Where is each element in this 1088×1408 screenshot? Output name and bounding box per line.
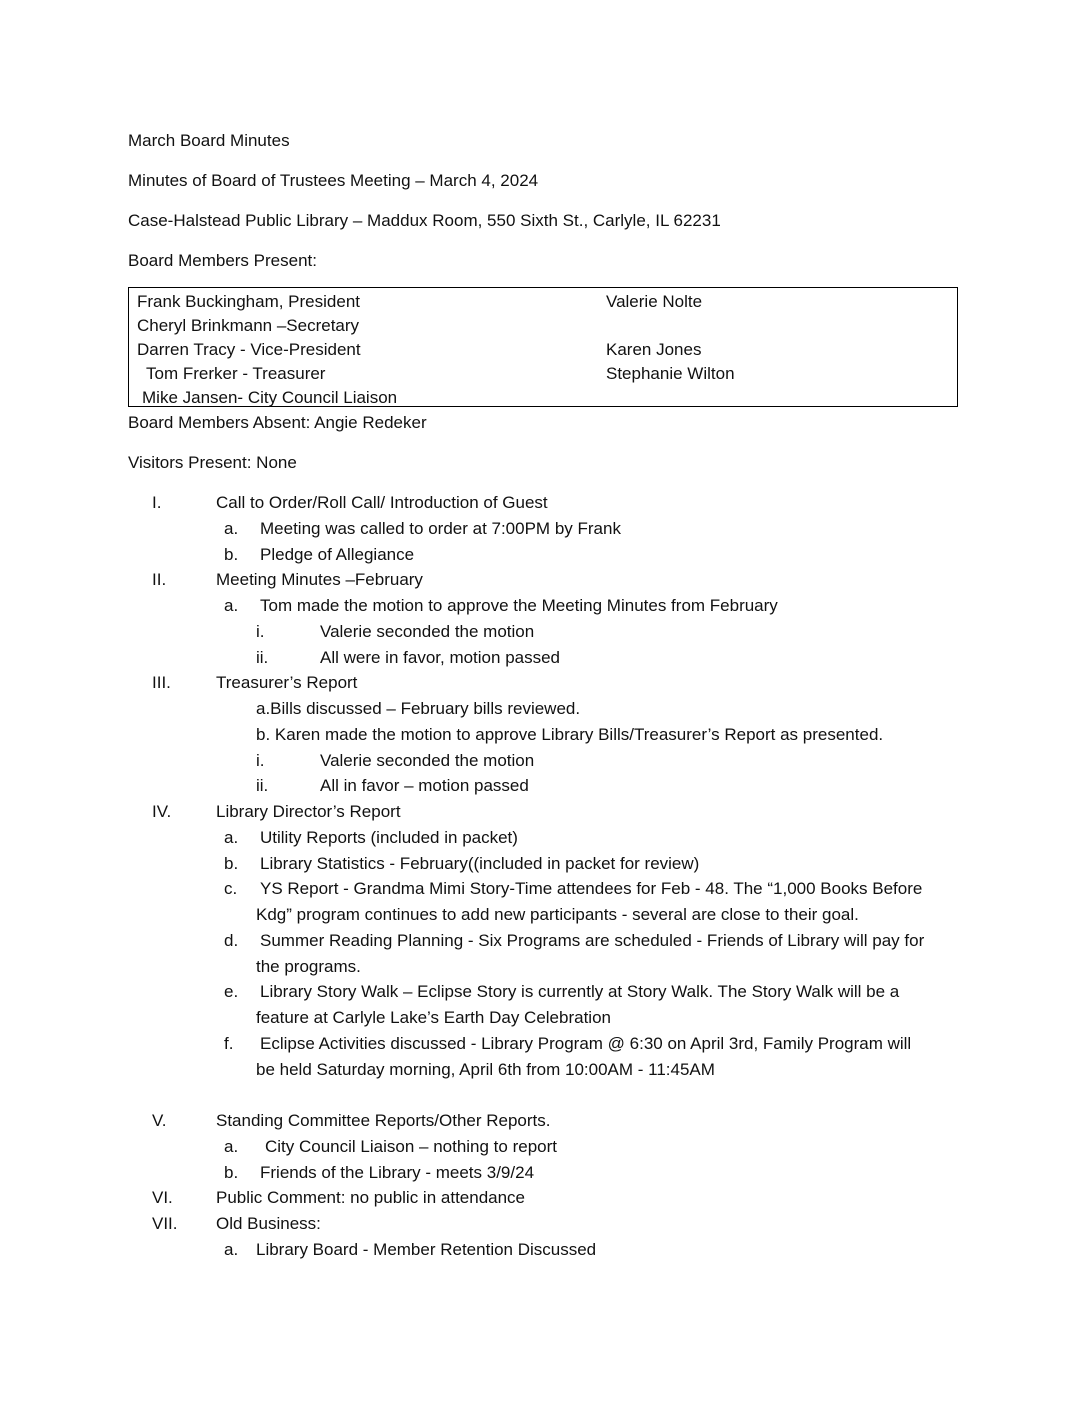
members-present-label: Board Members Present: xyxy=(128,251,317,270)
member-name: Cheryl Brinkmann –Secretary xyxy=(137,316,360,335)
section-number: VI. xyxy=(152,1188,173,1207)
subitem-text: All were in favor, motion passed xyxy=(320,648,561,667)
item-text: Library Statistics - February((included in packet for review) xyxy=(260,854,700,873)
section-number: II. xyxy=(152,570,167,589)
member-name: Karen Jones xyxy=(606,340,702,359)
item-text: b. Karen made the motion to approve Library Bills/Treasurer’s Report as presented. xyxy=(256,725,884,744)
subitem-text: Valerie seconded the motion xyxy=(320,751,535,770)
item-text: City Council Liaison – nothing to report xyxy=(265,1137,557,1156)
member-name: Mike Jansen- City Council Liaison xyxy=(142,388,398,407)
member-name: Frank Buckingham, President xyxy=(137,292,360,311)
subitem-text: All in favor – motion passed xyxy=(320,776,529,795)
item-text: Friends of the Library - meets 3/9/24 xyxy=(260,1163,535,1182)
item-text: Utility Reports (included in packet) xyxy=(260,828,518,847)
item-marker: a. xyxy=(224,828,239,847)
section-title: Standing Committee Reports/Other Reports. xyxy=(216,1111,551,1130)
section-title: Public Comment: no public in attendance xyxy=(216,1188,526,1207)
section-title: Meeting Minutes –February xyxy=(216,570,423,589)
item-marker: e. xyxy=(224,982,239,1001)
section-number: IV. xyxy=(152,802,172,821)
item-text: Library Board - Member Retention Discussed xyxy=(256,1240,597,1259)
item-marker: f. xyxy=(224,1034,234,1053)
item-marker: b. xyxy=(224,545,239,564)
section-title: Old Business: xyxy=(216,1214,321,1233)
subitem-marker: ii. xyxy=(256,776,269,795)
item-text: Eclipse Activities discussed - Library Program @ 6:30 on April 3rd, Family Program will xyxy=(260,1034,912,1053)
section-title: Treasurer’s Report xyxy=(216,673,358,692)
subitem-marker: i. xyxy=(256,751,265,770)
item-text: a.Bills discussed – February bills reviewed. xyxy=(256,699,581,718)
item-text: Tom made the motion to approve the Meeting Minutes from February xyxy=(260,596,778,615)
section-title: Call to Order/Roll Call/ Introduction of Guest xyxy=(216,493,548,512)
meeting-subtitle: Minutes of Board of Trustees Meeting – March 4, 2024 xyxy=(128,171,539,190)
section-title: Library Director’s Report xyxy=(216,802,401,821)
item-text-continued: the programs. xyxy=(256,957,361,976)
item-text-continued: be held Saturday morning, April 6th from 10:00AM - 11:45AM xyxy=(256,1060,715,1079)
member-name: Valerie Nolte xyxy=(606,292,703,311)
item-marker: d. xyxy=(224,931,239,950)
subitem-marker: ii. xyxy=(256,648,269,667)
item-marker: a. xyxy=(224,519,239,538)
member-name: Tom Frerker - Treasurer xyxy=(146,364,326,383)
item-marker: a. xyxy=(224,1240,239,1259)
subitem-text: Valerie seconded the motion xyxy=(320,622,535,641)
member-name: Stephanie Wilton xyxy=(606,364,735,383)
item-text: Pledge of Allegiance xyxy=(260,545,415,564)
item-text: Meeting was called to order at 7:00PM by Frank xyxy=(260,519,621,538)
section-number: V. xyxy=(152,1111,167,1130)
item-text-continued: feature at Carlyle Lake’s Earth Day Celebration xyxy=(256,1008,611,1027)
meeting-location: Case-Halstead Public Library – Maddux Room, 550 Sixth St., Carlyle, IL 62231 xyxy=(128,211,721,230)
item-marker: b. xyxy=(224,854,239,873)
section-number: III. xyxy=(152,673,171,692)
item-text: Library Story Walk – Eclipse Story is currently at Story Walk. The Story Walk will be a xyxy=(260,982,900,1001)
document-title: March Board Minutes xyxy=(128,131,290,150)
visitors-present: Visitors Present: None xyxy=(128,453,297,472)
subitem-marker: i. xyxy=(256,622,265,641)
item-marker: a. xyxy=(224,596,239,615)
member-name: Darren Tracy - Vice-President xyxy=(137,340,361,359)
item-marker: c. xyxy=(224,879,238,898)
members-absent: Board Members Absent: Angie Redeker xyxy=(128,413,427,432)
section-number: I. xyxy=(152,493,162,512)
item-text: YS Report - Grandma Mimi Story-Time attendees for Feb - 48. The “1,000 Books Before xyxy=(260,879,923,898)
item-text-continued: Kdg” program continues to add new participants - several are close to their goal. xyxy=(256,905,859,924)
item-marker: b. xyxy=(224,1163,239,1182)
section-number: VII. xyxy=(152,1214,178,1233)
item-marker: a. xyxy=(224,1137,239,1156)
item-text: Summer Reading Planning - Six Programs are scheduled - Friends of Library will pay for xyxy=(260,931,925,950)
